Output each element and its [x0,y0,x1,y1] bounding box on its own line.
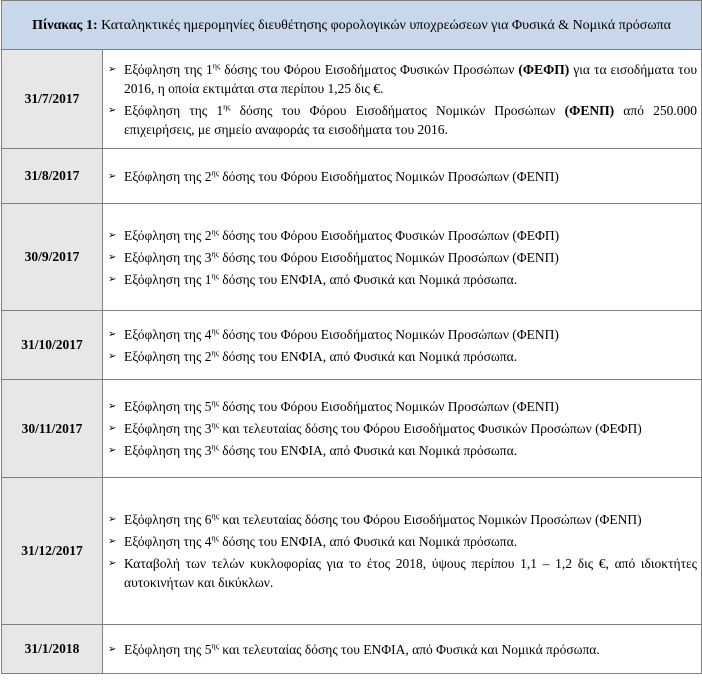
obligation-text [124,510,697,529]
obligation-text-post: δόσης του ΕΝΦΙΑ, από Φυσικά και Νομικά πρόσωπα. [218,443,518,458]
obligation-text-post: δόσης του Φόρου Εισοδήματος Νομικών Προσώπων (ΦΕΝΠ) [218,168,559,184]
obligation-text [124,640,697,659]
obligation-text-sup: ης [211,442,219,452]
arrow-bullet-icon: ➢ [108,350,117,362]
obligation-text [124,397,697,416]
obligation-text [124,248,697,267]
table-row [2,50,702,149]
obligation-text-post: και τελευταίας δόσης του ΕΝΦΙΑ, από Φυσικά και Νομικά πρόσωπα. [218,641,600,657]
arrow-bullet-icon: ➢ [108,445,117,456]
table-row [2,380,702,478]
list-item [108,554,697,592]
obligation-text-pre: Εξόφληση της 4 [124,326,212,342]
deadline-date: 31/12/2017 [2,478,103,625]
obligation-text-pre: Εξόφληση της 1 [124,61,213,77]
obligation-text [124,101,697,139]
obligation-text [124,419,697,438]
obligation-text-pre: Εξόφληση της 1 [124,102,224,118]
list-item [108,325,697,344]
obligation-text [124,554,697,592]
arrow-bullet-icon: ➢ [108,558,117,569]
obligation-text-sup: ης [211,348,219,357]
obligation-text-sup: ης [211,227,219,236]
obligation-text-sup: ης [211,511,219,521]
table-row [2,625,702,674]
obligation-text-post: δόσης του ΕΝΦΙΑ, από Φυσικά και Νομικά πρόσωπα. [218,348,518,364]
obligation-text-bold: (ΦΕΦΠ) [518,61,570,77]
obligation-text [124,347,697,366]
obligation-text-post: δόσης του ΕΝΦΙΑ, από Φυσικά και Νομικά πρόσωπα. [218,271,518,287]
obligation-text-sup: ης [211,326,219,335]
obligation-text-bold: (ΦΕΝΠ) [564,102,615,118]
obligation-text-pre: Εξόφληση της 5 [124,641,212,657]
obligation-text-pre: Εξόφληση της 3 [124,249,212,265]
list-item [108,60,697,98]
obligations-cell [103,478,702,625]
obligation-text-post: δόσης του Φόρου Εισοδήματος Νομικών Προσώπων (ΦΕΝΠ) [218,326,559,342]
table-body [2,1,702,674]
obligation-text-post: και τελευταίας δόσης του Φόρου Εισοδήματος Νομικών Προσώπων (ΦΕΝΠ) [218,512,642,527]
obligation-text-pre: Καταβολή των τελών κυκλοφορίας για το έτος 2018, ύψους περίπου 1,1 – 1,2 δις €, από ιδιοκτήτες αυτοκινήτων και δικύκλων. [124,556,698,590]
arrow-bullet-icon: ➢ [108,229,117,241]
arrow-bullet-icon: ➢ [108,273,117,285]
list-item [108,397,697,416]
obligation-text-post: δόσης του ΕΝΦΙΑ, από Φυσικά και Νομικά πρόσωπα. [218,534,518,549]
table-header-row [2,1,702,50]
arrow-bullet-icon: ➢ [108,423,117,434]
obligation-text-sup: ης [211,533,219,543]
obligation-text [124,167,697,186]
obligation-text-post: δόσης του Φόρου Εισοδήματος Νομικών Προσώπων (ΦΕΝΠ) [218,399,559,414]
list-item [108,441,697,460]
obligation-text-sup: ης [223,102,231,111]
deadline-date: 31/10/2017 [2,311,103,380]
obligation-text-end: από 250.000 επιχειρήσεις, με σημείο αναφοράς τα εισοδήματα του 2016. [124,102,698,137]
obligation-text-sup: ης [211,249,219,258]
arrow-bullet-icon: ➢ [108,328,117,340]
list-item [108,347,697,366]
table-caption-text: Καταληκτικές ημερομηνίες διευθέτησης φορολογικών υποχρεώσεων για Φυσικά & Νομικά πρόσωπα [97,18,671,33]
obligation-text-pre: Εξόφληση της 2 [124,168,212,184]
obligation-text-pre: Εξόφληση της 5 [124,399,212,414]
obligation-text [124,532,697,551]
deadline-date: 31/7/2017 [2,50,103,149]
deadline-date: 31/1/2018 [2,625,103,674]
obligation-text-pre: Εξόφληση της 3 [124,443,212,458]
arrow-bullet-icon: ➢ [108,63,117,75]
obligation-text-sup: ης [211,168,219,177]
arrow-bullet-icon: ➢ [108,536,117,547]
deadline-date: 30/11/2017 [2,380,103,478]
obligation-text-sup: ης [211,398,219,408]
obligation-text [124,60,697,98]
arrow-bullet-icon: ➢ [108,643,117,655]
table-row [2,478,702,625]
list-item [108,270,697,289]
obligation-text-pre: Εξόφληση της 1 [124,271,212,287]
obligation-text-post: δόσης του Φόρου Εισοδήματος Νομικών Προσώπων (ΦΕΝΠ) [218,249,559,265]
obligations-cell [103,204,702,311]
arrow-bullet-icon: ➢ [108,170,117,182]
list-item [108,640,697,659]
obligation-text [124,441,697,460]
arrow-bullet-icon: ➢ [108,104,117,116]
list-item [108,532,697,551]
obligation-text [124,270,697,289]
list-item [108,510,697,529]
obligations-cell [103,625,702,674]
obligations-cell [103,311,702,380]
obligations-cell [103,380,702,478]
obligation-text-pre: Εξόφληση της 2 [124,227,212,243]
table-caption [2,1,702,50]
table-row [2,204,702,311]
obligation-text-pre: Εξόφληση της 3 [124,421,212,436]
obligation-text [124,325,697,344]
arrow-bullet-icon: ➢ [108,514,117,525]
list-item [108,248,697,267]
list-item [108,167,697,186]
obligation-text-sup: ης [212,61,221,70]
obligation-text-sup: ης [211,271,219,280]
list-item [108,101,697,139]
table-caption-label: Πίνακας 1: [32,18,98,33]
list-item [108,419,697,438]
obligation-text-sup: ης [211,420,219,430]
table-row [2,149,702,204]
obligations-cell [103,50,702,149]
table-row [2,311,702,380]
deadline-date: 31/8/2017 [2,149,103,204]
list-item [108,226,697,245]
obligation-text-post: δόσης του Φόρου Εισοδήματος Νομικών Προσώπων [230,102,565,118]
obligation-text-sup: ης [211,641,219,650]
obligation-text-pre: Εξόφληση της 6 [124,512,212,527]
obligation-text-end: για τα εισοδήματα του 2016, η οποία εκτιμάται στα περίπου 1,25 δις €. [124,61,698,96]
obligation-text [124,226,697,245]
obligation-text-post: δόσης του Φόρου Εισοδήματος Φυσικών Προσώπων [220,61,519,77]
obligations-cell [103,149,702,204]
arrow-bullet-icon: ➢ [108,401,117,412]
obligation-text-pre: Εξόφληση της 4 [124,534,212,549]
arrow-bullet-icon: ➢ [108,251,117,263]
tax-deadlines-table [1,0,702,674]
deadline-date: 30/9/2017 [2,204,103,311]
obligation-text-post: δόσης του Φόρου Εισοδήματος Φυσικών Προσώπων (ΦΕΦΠ) [218,227,560,243]
obligation-text-pre: Εξόφληση της 2 [124,348,212,364]
obligation-text-post: και τελευταίας δόσης του Φόρου Εισοδήματος Φυσικών Προσώπων (ΦΕΦΠ) [218,421,642,436]
